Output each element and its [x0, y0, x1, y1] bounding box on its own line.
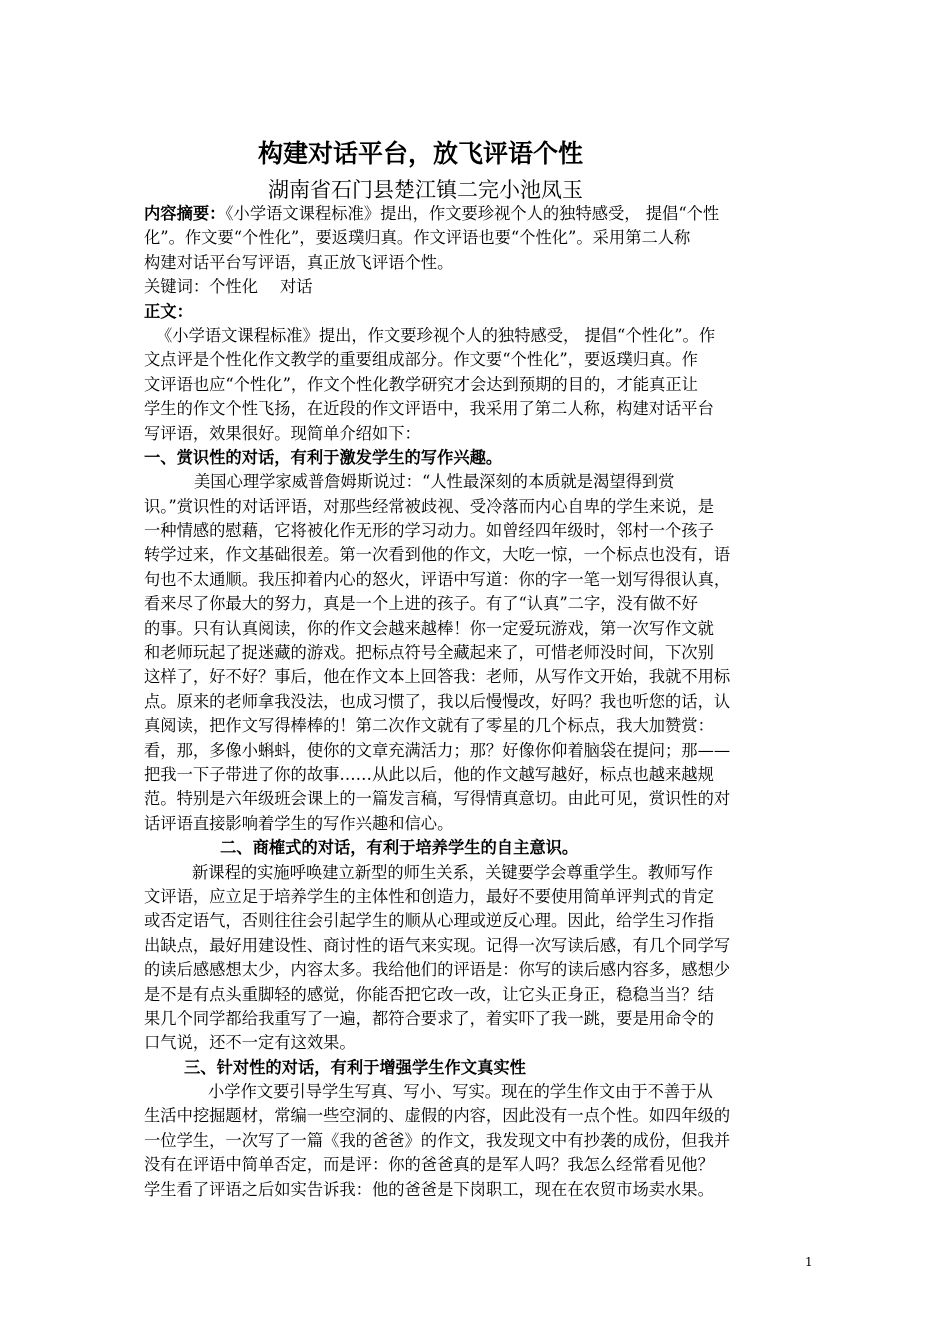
keywords-line: [144, 275, 808, 299]
section1-line: 点。原来的老师拿我没法，也成习惯了，我以后慢慢改，好吗？我也听您的话，认: [144, 691, 731, 711]
section3-line: 一位学生，一次写了一篇《我的爸爸》的作文，我发现文中有抄袭的成份，但我并: [144, 1130, 731, 1150]
section2-line: 口气说，还不一定有这效果。: [144, 1033, 356, 1053]
section2-line: 或否定语气，否则往往会引起学生的顺从心理或逆反心理。因此，给学生习作指: [144, 911, 714, 931]
body-label: 正文：: [144, 301, 193, 321]
section1-line: 识。”赏识性的对话评语，对那些经常被歧视、受冷落而内心自卑的学生来说，是: [144, 496, 715, 516]
intro-line: 写评语，效果很好。现简单介绍如下：: [144, 423, 421, 443]
intro-line: 《小学语文课程标准》提出，作文要珍视个人的独特感受， 提倡“个性化”。作: [156, 325, 716, 345]
keyword: 对话: [280, 277, 313, 297]
section2-line: 新课程的实施呼唤建立新型的师生关系，关键要学会尊重学生。教师写作: [192, 862, 714, 882]
section2-line: 出缺点，最好用建设性、商讨性的语气来实现。记得一次写读后感，有几个同学写: [144, 935, 731, 955]
abstract-line: 化”。作文要“个性化”，要返璞归真。作文评语也要“个性化”。采用第二人称: [144, 228, 691, 248]
section3-line: 学生看了评语之后如实告诉我：他的爸爸是下岗职工，现在在农贸市场卖水果。: [144, 1179, 714, 1199]
intro-line: 文评语也应“个性化”，作文个性化教学研究才会达到预期的目的，才能真正让: [144, 374, 698, 394]
section2-line: 果几个同学都给我重写了一遍，都符合要求了，着实吓了我一跳，要是用命令的: [144, 1008, 714, 1028]
section1-line: 看来尽了你最大的努力，真是一个上进的孩子。有了“认真”二字，没有做不好: [144, 594, 698, 614]
section-heading-2: 二、商榷式的对话，有利于培养学生的自主意识。: [220, 838, 579, 858]
section1-line: 美国心理学家威普詹姆斯说过：“人性最深刻的本质就是渴望得到赏: [194, 472, 675, 492]
document-body: [144, 202, 808, 1202]
section1-line: 这样了，好不好？事后，他在作文本上回答我：老师，从写作文开始，我就不用标: [144, 667, 731, 687]
intro-line: 学生的作文个性飞扬，在近段的作文评语中，我采用了第二人称，构建对话平台: [144, 399, 714, 419]
author-line: 湖南省石门县楚江镇二完小池凤玉: [268, 178, 583, 202]
section2-line: 是不是有点头重脚轻的感觉，你能否把它改一改，让它头正身正，稳稳当当？结: [144, 984, 714, 1004]
section-heading-3: 三、针对性的对话，有利于增强学生作文真实性: [184, 1057, 526, 1077]
section1-line: 句也不太通顺。我压抑着内心的怒火，评语中写道：你的字一笔一划写得很认真，: [144, 569, 731, 589]
keyword: 个性化: [209, 277, 258, 297]
section1-line: 一种情感的慰藉，它将被化作无形的学习动力。如曾经四年级时，邻村一个孩子: [144, 521, 714, 541]
keywords-label: 关键词：: [144, 277, 210, 297]
document-title: 构建对话平台，放飞评语个性: [258, 139, 584, 168]
abstract-line: 内容摘要：《小学语文课程标准》提出，作文要珍视个人的独特感受， 提倡“个性: [144, 204, 720, 223]
section1-line: 范。特别是六年级班会课上的一篇发言稿，写得情真意切。由此可见，赏识性的对: [144, 789, 731, 809]
section1-line: 和老师玩起了捉迷藏的游戏。把标点符号全藏起来了，可惜老师没时间，下次别: [144, 643, 714, 663]
section1-line: 把我一下子带进了你的故事……从此以后，他的作文越写越好，标点也越来越规: [144, 764, 714, 784]
section1-line: 话评语直接影响着学生的写作兴趣和信心。: [144, 813, 454, 833]
section1-line: 转学过来，作文基础很差。第一次看到他的作文，大吃一惊，一个标点也没有，语: [144, 545, 731, 565]
section2-line: 的读后感感想太少，内容太多。我给他们的评语是：你写的读后感内容多，感想少: [144, 960, 731, 980]
section1-line: 的事。只有认真阅读，你的作文会越来越棒！你一定爱玩游戏，第一次写作文就: [144, 618, 714, 638]
abstract-label: 内容摘要：: [144, 204, 226, 223]
section1-line: 真阅读，把作文写得棒棒的！第二次作文就有了零星的几个标点，我大加赞赏：: [144, 716, 714, 736]
section-heading-1: 一、赏识性的对话，有利于激发学生的写作兴趣。: [144, 447, 503, 467]
section3-line: 生活中挖掘题材，常编一些空洞的、虚假的内容，因此没有一点个性。如四年级的: [144, 1106, 731, 1126]
section1-line: 看，那，多像小蝌蚪，使你的文章充满活力；那？好像你仰着脑袋在提问；那——: [144, 740, 731, 760]
section3-line: 没有在评语中简单否定，而是评：你的爸爸真的是军人吗？我怎么经常看见他？: [144, 1155, 714, 1175]
section3-line: 小学作文要引导学生写真、写小、写实。现在的学生作文由于不善于从: [208, 1082, 713, 1102]
intro-line: 文点评是个性化作文教学的重要组成部分。作文要“个性化”，要返璞归真。作: [144, 350, 698, 370]
abstract-line: 构建对话平台写评语，真正放飞评语个性。: [144, 252, 454, 272]
page-number: 1: [805, 1255, 813, 1269]
section2-line: 文评语，应立足于培养学生的主体性和创造力，最好不要使用简单评判式的肯定: [144, 886, 714, 906]
